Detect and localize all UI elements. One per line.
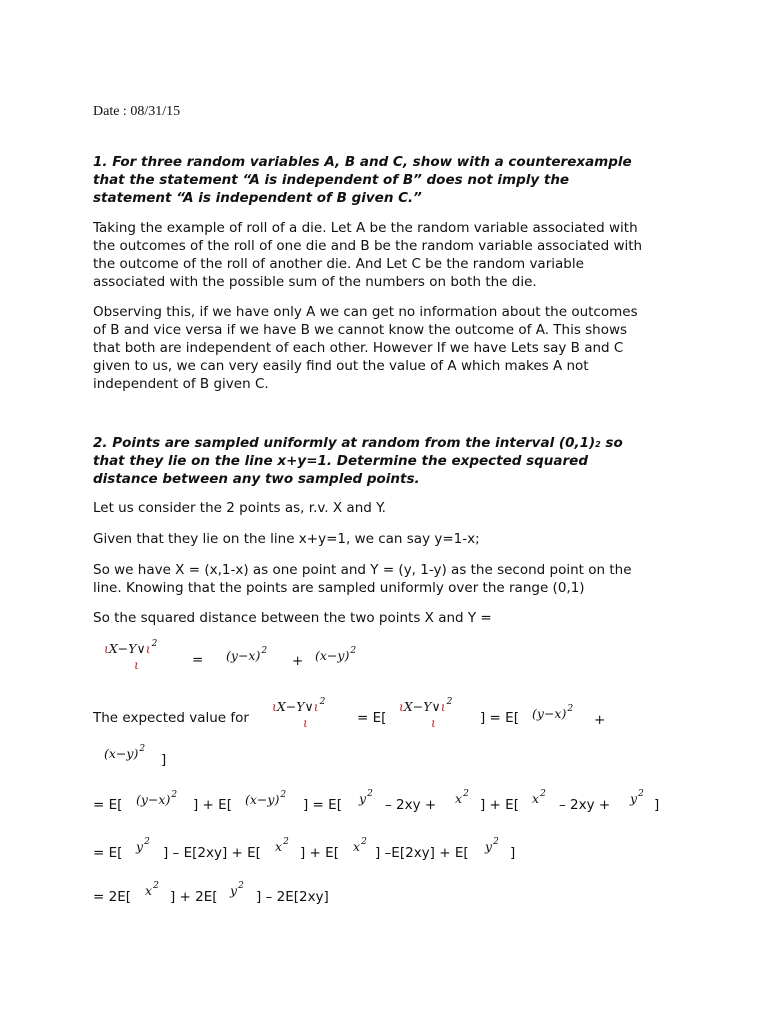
q2-squared-line: So the squared distance between the two points X and Y = [93,610,492,626]
q2-consider-line: Let us consider the 2 points as, r.v. X and Y. [93,500,386,516]
term-y-sq-4 [485,839,499,854]
term-y-minus-x-2-text: (y−x) [532,706,567,721]
term-x-minus-y-3 [245,792,286,807]
term-y-minus-x-2 [532,706,573,721]
term-x-sq-4-text: x [353,839,361,854]
close-bracket-1: ] [161,752,167,768]
close-plus-E-3: ] + E[ [300,845,339,861]
abs-expr-text-2: X−Y∨ [276,699,314,714]
abs-square-3: 2 [446,697,453,707]
abs-square-2: 2 [319,697,326,707]
iota-below-2: ι [303,715,308,730]
close-bracket-2: ] [654,797,660,813]
expected-label: The expected value for [93,710,249,726]
eq-E-2: = E[ [93,797,123,813]
term-x-sq-4 [353,839,367,854]
term-x-sq-4-sq: 2 [361,837,367,847]
abs-expression-3 [399,699,452,714]
q2-heading-line-1 [93,434,623,454]
term-y-sq-4-text: y [485,839,493,854]
iota-left: ι [104,641,109,656]
term-x-sq-2-text: x [532,791,540,806]
q1-para1-line-1: Taking the example of roll of a die. Let A be the random variable associated with [93,220,638,236]
q1-para1-line-3: the outcome of the roll of another die. And Let C be the random variable [93,256,584,272]
term-y-minus-x-2-sq: 2 [567,704,574,714]
term-y-minus-x-3 [136,792,177,807]
close-bracket-3: ] [510,845,516,861]
term-y-sq-2-sq: 2 [638,789,644,799]
q1-para1-line-4: associated with the possible sum of the numbers on both the die. [93,274,537,290]
term-y-sq-4-sq: 2 [493,837,499,847]
plus-sign-2: + [594,712,606,728]
q1-para2-line-5: independent of B given C. [93,376,269,392]
iota-right-2: ι [313,699,319,714]
term-y-sq-5-sq: 2 [238,881,244,891]
equals-sign: = [192,652,204,668]
term-x-sq-3-sq: 2 [283,837,289,847]
term-x-minus-y-3-text: (x−y) [245,792,280,807]
term-x-sq-2-sq: 2 [540,789,546,799]
iota-below-3: ι [431,715,436,730]
q2-given-line: Given that they lie on the line x+y=1, we can say y=1-x; [93,531,480,547]
term-y-minus-x-sq: 2 [261,646,268,656]
q1-para2-line-1: Observing this, if we have only A we can get no information about the outcomes [93,304,638,320]
q1-heading-line-3: statement “A is independent of B given C.” [93,190,422,206]
close-minus-E2xy-plus-E-1: ] – E[2xy] + E[ [163,845,261,861]
q1-heading-line-2: that the statement “A is independent of B” does not imply the [93,172,570,188]
term-y-minus-x-3-text: (y−x) [136,792,171,807]
iota-left-3: ι [399,699,404,714]
term-x-minus-y [315,648,356,663]
q1-para2-line-4: given to us, we can very easily find out the value of A which makes A not [93,358,589,374]
eq-E-3: = E[ [93,845,123,861]
close-eq-E-1: ] = E[ [480,710,519,726]
term-x-sq-1-sq: 2 [463,789,469,799]
abs-square: 2 [151,639,158,649]
q2-heading-line-3: distance between any two sampled points. [93,471,420,487]
term-x-minus-y-2 [104,746,145,761]
term-y-sq-1 [359,791,373,806]
term-y-sq-3-text: y [136,839,144,854]
term-y-minus-x [226,648,267,663]
close-eq-E-2: ] = E[ [303,797,342,813]
q1-para2-line-2: of B and vice versa if we have B we cannot know the outcome of A. This shows [93,322,628,338]
close-plus-2E: ] + 2E[ [170,889,218,905]
minus-2xy-plus-1: – 2xy + [385,797,437,813]
term-x-sq-5-text: x [145,883,153,898]
date-line: Date : 08/31/15 [93,104,181,119]
q2-heading-subscript: 2 [595,440,601,449]
eq-2E: = 2E[ [93,889,131,905]
term-x-sq-2 [532,791,546,806]
eq-E-1: = E[ [357,710,387,726]
minus-2xy-plus-2: – 2xy + [559,797,611,813]
term-x-sq-3 [275,839,289,854]
abs-expression-2 [272,699,325,714]
term-x-sq-1-text: x [455,791,463,806]
close-plus-E-1: ] + E[ [193,797,232,813]
term-x-sq-5-sq: 2 [153,881,159,891]
abs-expr-text-3: X−Y∨ [403,699,441,714]
q1-para2-line-3: that both are independent of each other. However If we have Lets say B and C [93,340,624,356]
iota-below: ι [134,657,139,672]
term-y-sq-3 [136,839,150,854]
q2-heading-line-2: that they lie on the line x+y=1. Determine the expected squared [93,453,589,469]
term-x-minus-y-3-sq: 2 [280,790,287,800]
close-minusE2xy-plus-E-2: ] –E[2xy] + E[ [375,845,469,861]
q2-heading-suffix: so [600,435,623,451]
iota-right: ι [145,641,151,656]
term-y-sq-5-text: y [230,883,238,898]
term-y-minus-x-3-sq: 2 [171,790,178,800]
term-y-sq-2 [630,791,644,806]
iota-right-3: ι [440,699,446,714]
q1-para1-line-2: the outcomes of the roll of one die and B be the random variable associated with [93,238,643,254]
q1-heading-line-1: 1. For three random variables A, B and C, show with a counterexample [93,154,632,170]
term-y-sq-2-text: y [630,791,638,806]
term-x-minus-y-2-text: (x−y) [104,746,139,761]
term-x-minus-y-text: (x−y) [315,648,350,663]
term-y-minus-x-text: (y−x) [226,648,261,663]
term-x-sq-3-text: x [275,839,283,854]
q2-sowe-line-1: So we have X = (x,1-x) as one point and Y = (y, 1-y) as the second point on the [93,562,632,578]
term-x-minus-y-sq: 2 [350,646,357,656]
term-y-sq-5 [230,883,244,898]
abs-expression [104,641,157,656]
term-x-sq-1 [455,791,469,806]
abs-expr-text: X−Y∨ [108,641,146,656]
term-x-minus-y-2-sq: 2 [139,744,146,754]
q2-heading-text: 2. Points are sampled uniformly at random from the interval (0,1) [93,435,596,451]
q2-sowe-line-2: line. Knowing that the points are sampled uniformly over the range (0,1) [93,580,585,596]
iota-left-2: ι [272,699,277,714]
term-y-sq-1-text: y [359,791,367,806]
close-plus-E-2: ] + E[ [480,797,519,813]
term-y-sq-1-sq: 2 [367,789,373,799]
plus-sign: + [292,653,304,669]
term-y-sq-3-sq: 2 [144,837,150,847]
term-x-sq-5 [145,883,159,898]
close-minus-2E2xy: ] – 2E[2xy] [256,889,329,905]
